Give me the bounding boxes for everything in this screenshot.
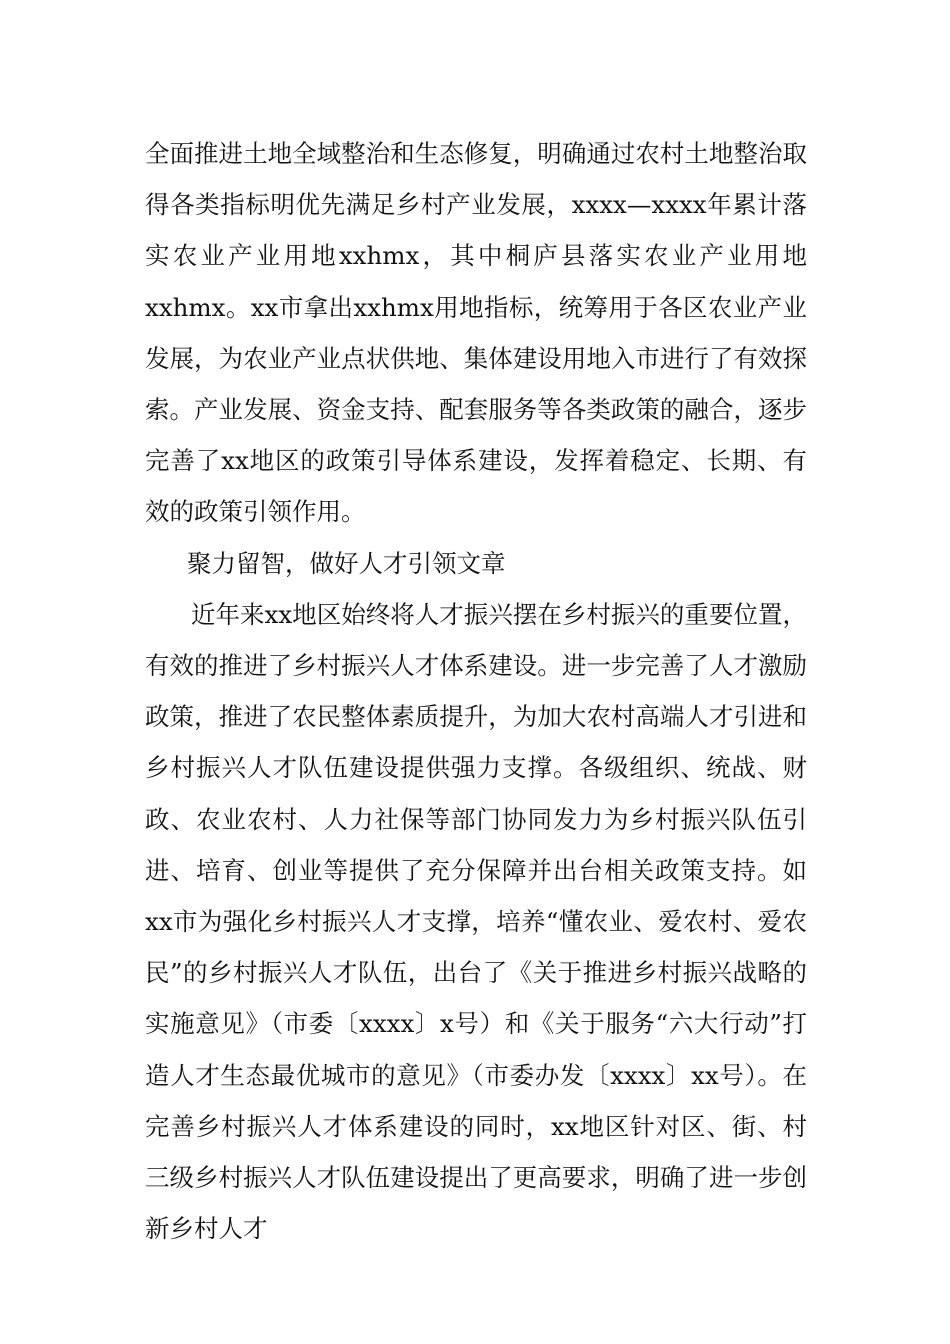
section-heading-talent: 聚力留智，做好人才引领文章	[187, 548, 506, 578]
paragraph-land-policy: 全面推进土地全域整治和生态修复，明确通过农村土地整治取得各类指标明优先满足乡村产业发展，xxxx—xxxx年累计落实农业产业用地xxhmx，其中桐庐县落实农业产业用地xxhmx。xx市拿出xxhmx用地指标，统筹用于各区农业产业发展，为农业产业点状供地、集体建设用地入市进行了有效探索。产业发展、资金支持、配套服务等各类政策的融合，逐步完善了xx地区的政策引导体系建设，发挥着稳定、长期、有效的政策引领作用。	[145, 139, 807, 527]
document-body	[145, 128, 807, 1254]
paragraph-talent-policy: 近年来xx地区始终将人才振兴摆在乡村振兴的重要位置，有效的推进了乡村振兴人才体系建设。进一步完善了人才激励政策，推进了农民整体素质提升，为加大农村高端人才引进和乡村振兴人才队伍建设提供强力支撑。各级组织、统战、财政、农业农村、人力社保等部门协同发力为乡村振兴队伍引进、培育、创业等提供了充分保障并出台相关政策支持。如xx市为强化乡村振兴人才支撑，培养“懂农业、爱农村、爱农民”的乡村振兴人才队伍，出台了《关于推进乡村振兴战略的实施意见》（市委〔xxxx〕x号）和《关于服务“六大行动”打造人才生态最优城市的意见》（市委办发〔xxxx〕xx号）。在完善乡村振兴人才体系建设的同时，xx地区针对区、街、村三级乡村振兴人才队伍建设提出了更高要求，明确了进一步创新乡村人才	[145, 599, 807, 1244]
